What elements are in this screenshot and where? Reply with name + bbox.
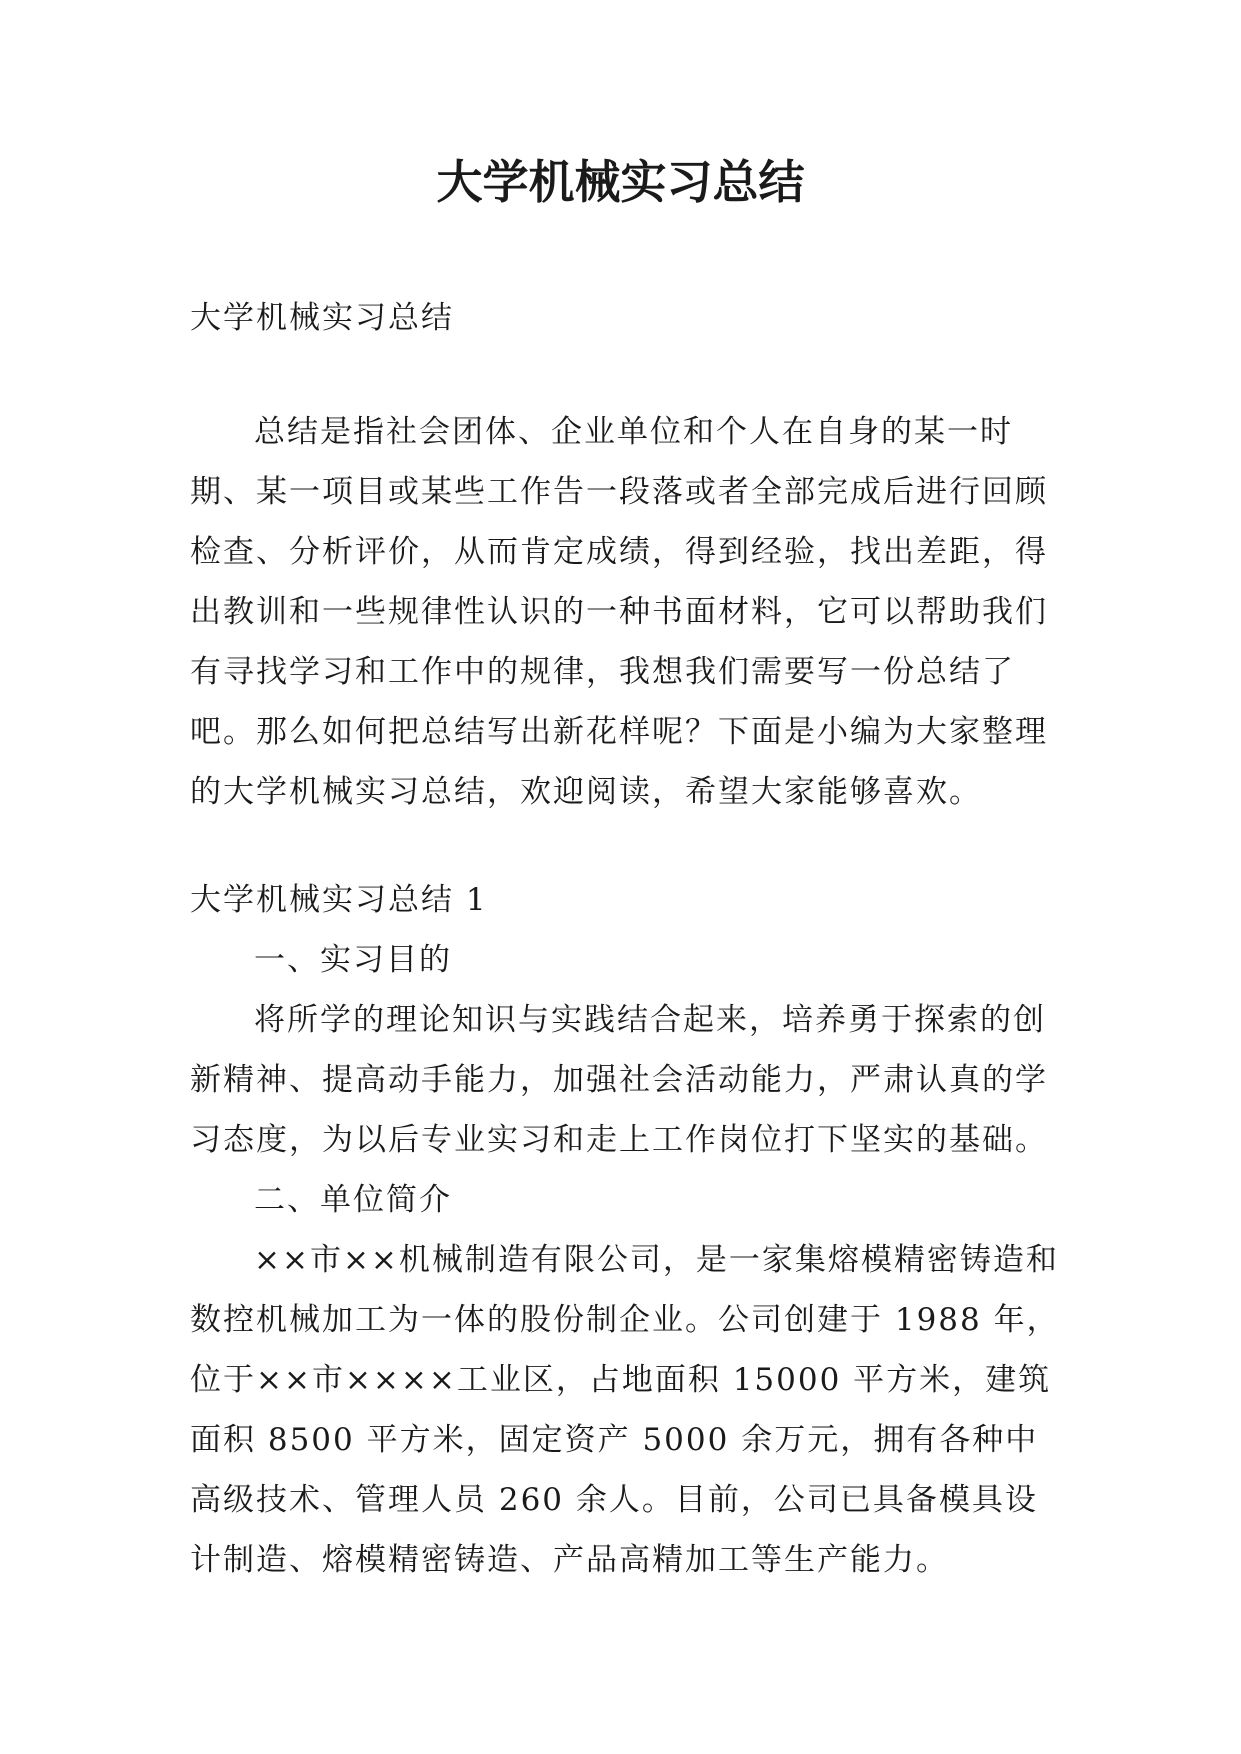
heading-company-intro: 二、单位简介 (254, 1182, 452, 1218)
document-body (190, 288, 1070, 1590)
document-title: 大学机械实习总结 (436, 155, 805, 209)
document-subtitle: 大学机械实习总结 (190, 300, 454, 336)
section-title: 大学机械实习总结 1 (190, 882, 488, 918)
intro-paragraph: 总结是指社会团体、企业单位和个人在自身的某一时期、某一项目或某些工作告一段落或者全部完成后进行回顾检查、分析评价，从而肯定成绩，得到经验，找出差距，得出教训和一些规律性认识的一种书面材料，它可以帮助我们有寻找学习和工作中的规律，我想我们需要写一份总结了吧。那么如何把总结写出新花样呢？下面是小编为大家整理的大学机械实习总结，欢迎阅读，希望大家能够喜欢。 (190, 414, 1048, 810)
paragraph-internship-purpose: 将所学的理论知识与实践结合起来，培养勇于探索的创新精神、提高动手能力，加强社会活动能力，严肃认真的学习态度，为以后专业实习和走上工作岗位打下坚实的基础。 (190, 1002, 1048, 1158)
paragraph-company-intro: ××市××机械制造有限公司，是一家集熔模精密铸造和数控机械加工为一体的股份制企业。公司创建于 1988 年，位于××市××××工业区，占地面积 15000 平方米，建筑面积 8500 平方米，固定资产 5000 余万元，拥有各种中高级技术、管理人员 260 余人。目前，公司已具备模具设计制造、熔模精密铸造、产品高精加工等生产能力。 (190, 1242, 1060, 1578)
heading-internship-purpose: 一、实习目的 (254, 942, 452, 978)
